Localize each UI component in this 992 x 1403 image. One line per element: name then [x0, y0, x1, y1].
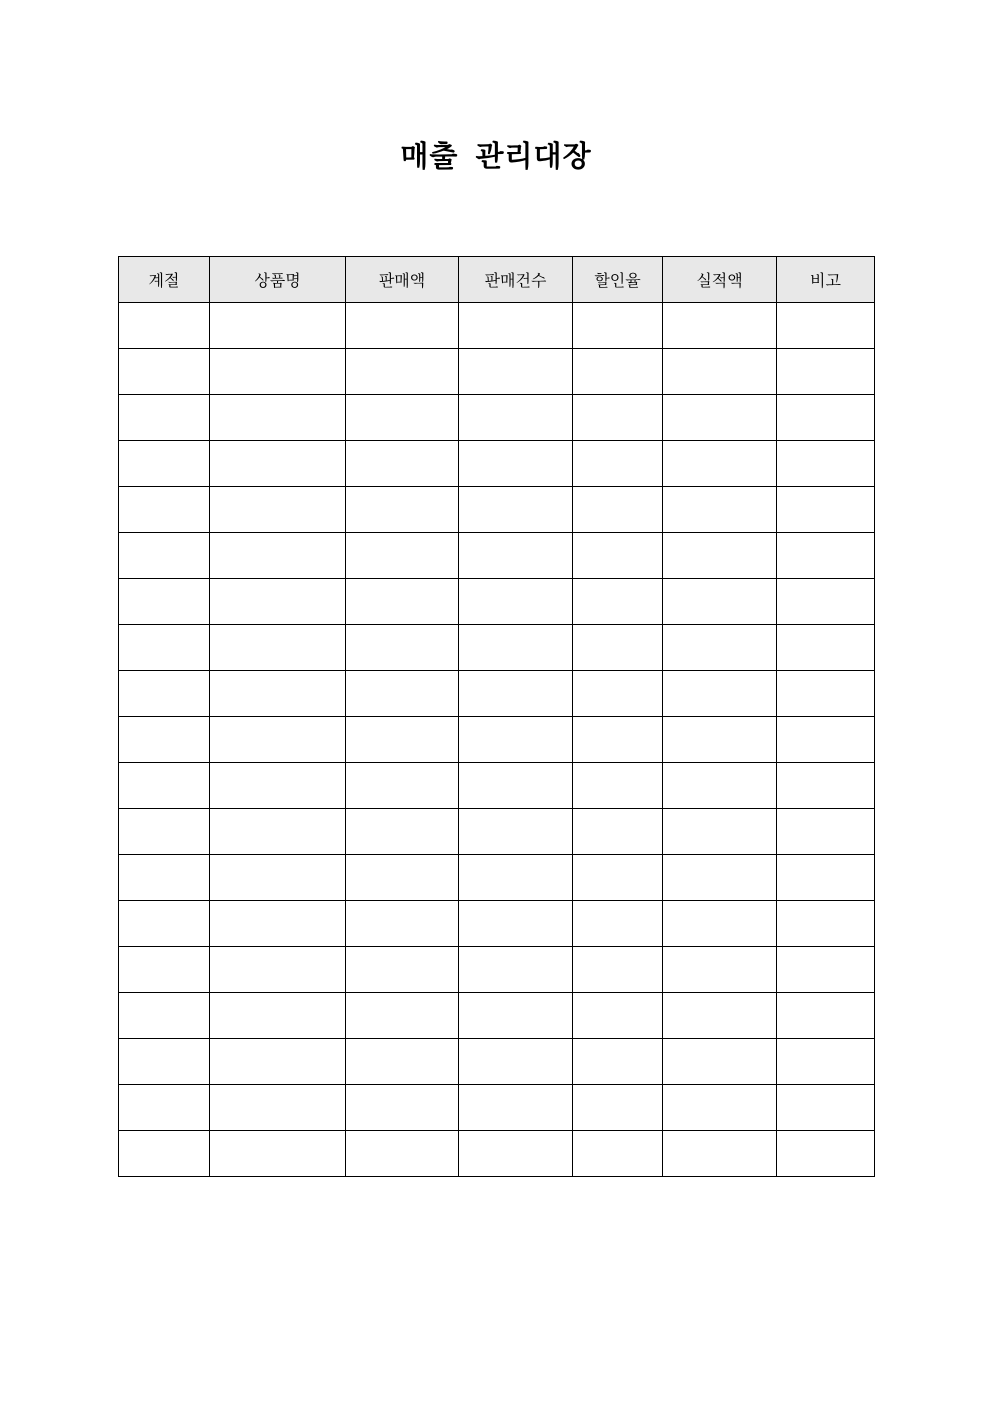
- table-cell[interactable]: [459, 441, 573, 487]
- table-cell[interactable]: [459, 349, 573, 395]
- table-cell[interactable]: [777, 1085, 875, 1131]
- table-cell[interactable]: [777, 809, 875, 855]
- table-cell[interactable]: [663, 717, 777, 763]
- table-cell[interactable]: [346, 855, 459, 901]
- table-cell[interactable]: [459, 487, 573, 533]
- table-cell[interactable]: [573, 763, 663, 809]
- table-cell[interactable]: [119, 809, 210, 855]
- table-row: [119, 625, 875, 671]
- table-cell[interactable]: [210, 533, 346, 579]
- table-row: [119, 349, 875, 395]
- table-cell[interactable]: [573, 395, 663, 441]
- table-cell[interactable]: [777, 349, 875, 395]
- table-header-row: [119, 257, 875, 303]
- table-cell[interactable]: [346, 1085, 459, 1131]
- table-cell[interactable]: [119, 533, 210, 579]
- table-cell[interactable]: [573, 717, 663, 763]
- table-cell[interactable]: [119, 993, 210, 1039]
- table-cell[interactable]: [777, 763, 875, 809]
- table-cell[interactable]: [119, 717, 210, 763]
- table-cell[interactable]: [119, 349, 210, 395]
- table-cell[interactable]: [210, 395, 346, 441]
- table-cell[interactable]: [459, 395, 573, 441]
- table-cell[interactable]: [459, 1039, 573, 1085]
- table-row: [119, 717, 875, 763]
- table-cell[interactable]: [573, 671, 663, 717]
- table-cell[interactable]: [663, 303, 777, 349]
- table-cell[interactable]: [210, 809, 346, 855]
- table-row: [119, 901, 875, 947]
- table-cell[interactable]: [663, 993, 777, 1039]
- table-cell[interactable]: [663, 625, 777, 671]
- page-title: 매출 관리대장: [400, 139, 592, 173]
- table-cell[interactable]: [119, 947, 210, 993]
- table-cell[interactable]: [119, 395, 210, 441]
- table-cell[interactable]: [119, 671, 210, 717]
- table-row: [119, 441, 875, 487]
- table-cell[interactable]: [210, 947, 346, 993]
- header-actual-amount: 실적액: [663, 257, 777, 303]
- table-cell[interactable]: [777, 303, 875, 349]
- table-cell[interactable]: [119, 579, 210, 625]
- table-cell[interactable]: [210, 1039, 346, 1085]
- header-discount-rate: 할인율: [573, 257, 663, 303]
- table-row: [119, 671, 875, 717]
- table-row: [119, 487, 875, 533]
- header-sales-count: 판매건수: [459, 257, 573, 303]
- table-cell[interactable]: [346, 901, 459, 947]
- table-cell[interactable]: [777, 533, 875, 579]
- table-cell[interactable]: [663, 579, 777, 625]
- table-cell[interactable]: [346, 717, 459, 763]
- table-cell[interactable]: [663, 855, 777, 901]
- table-cell[interactable]: [573, 487, 663, 533]
- table-cell[interactable]: [346, 947, 459, 993]
- table-cell[interactable]: [573, 1039, 663, 1085]
- table-cell[interactable]: [663, 763, 777, 809]
- table-cell[interactable]: [573, 625, 663, 671]
- table-row: [119, 1085, 875, 1131]
- table-cell[interactable]: [346, 579, 459, 625]
- table-row: [119, 855, 875, 901]
- table-cell[interactable]: [573, 855, 663, 901]
- table-cell[interactable]: [777, 947, 875, 993]
- table-cell[interactable]: [573, 947, 663, 993]
- table-cell[interactable]: [663, 1039, 777, 1085]
- table-cell[interactable]: [459, 855, 573, 901]
- table-cell[interactable]: [777, 901, 875, 947]
- table-cell[interactable]: [210, 349, 346, 395]
- table-row: [119, 533, 875, 579]
- table-row: [119, 993, 875, 1039]
- table-cell[interactable]: [119, 763, 210, 809]
- table-cell[interactable]: [210, 763, 346, 809]
- header-season: 계절: [119, 257, 210, 303]
- table-cell[interactable]: [459, 947, 573, 993]
- table-cell[interactable]: [119, 441, 210, 487]
- sales-ledger-table: [118, 256, 875, 1177]
- table-cell[interactable]: [459, 1131, 573, 1177]
- table-cell[interactable]: [663, 671, 777, 717]
- table-cell[interactable]: [663, 533, 777, 579]
- table-cell[interactable]: [346, 533, 459, 579]
- table-cell[interactable]: [210, 487, 346, 533]
- table-cell[interactable]: [663, 487, 777, 533]
- table-cell[interactable]: [210, 901, 346, 947]
- table-row: [119, 579, 875, 625]
- table-cell[interactable]: [777, 395, 875, 441]
- table-cell[interactable]: [459, 533, 573, 579]
- table-body: [119, 303, 875, 1177]
- table-cell[interactable]: [119, 1085, 210, 1131]
- table-cell[interactable]: [573, 993, 663, 1039]
- table-row: [119, 303, 875, 349]
- table-row: [119, 763, 875, 809]
- table-cell[interactable]: [346, 349, 459, 395]
- table-cell[interactable]: [573, 303, 663, 349]
- table-cell[interactable]: [663, 947, 777, 993]
- table-cell[interactable]: [663, 809, 777, 855]
- table-cell[interactable]: [346, 1039, 459, 1085]
- table-cell[interactable]: [573, 901, 663, 947]
- table-cell[interactable]: [119, 303, 210, 349]
- table-cell[interactable]: [573, 1085, 663, 1131]
- table-cell[interactable]: [459, 993, 573, 1039]
- table-cell[interactable]: [119, 1039, 210, 1085]
- table-cell[interactable]: [663, 1085, 777, 1131]
- table-cell[interactable]: [459, 671, 573, 717]
- table-cell[interactable]: [346, 625, 459, 671]
- table-cell[interactable]: [119, 625, 210, 671]
- table-cell[interactable]: [119, 1131, 210, 1177]
- table-cell[interactable]: [777, 717, 875, 763]
- table-cell[interactable]: [210, 579, 346, 625]
- table-row: [119, 1131, 875, 1177]
- table-cell[interactable]: [210, 1131, 346, 1177]
- table-cell[interactable]: [346, 809, 459, 855]
- table-cell[interactable]: [210, 855, 346, 901]
- table-cell[interactable]: [777, 993, 875, 1039]
- table-cell[interactable]: [777, 1131, 875, 1177]
- table-cell[interactable]: [777, 441, 875, 487]
- table-cell[interactable]: [346, 487, 459, 533]
- table-row: [119, 947, 875, 993]
- table-cell[interactable]: [663, 441, 777, 487]
- table-cell[interactable]: [459, 579, 573, 625]
- table-cell[interactable]: [777, 625, 875, 671]
- table-cell[interactable]: [210, 671, 346, 717]
- table-cell[interactable]: [573, 349, 663, 395]
- table-cell[interactable]: [210, 993, 346, 1039]
- table-cell[interactable]: [573, 441, 663, 487]
- table-cell[interactable]: [663, 395, 777, 441]
- table-cell[interactable]: [777, 579, 875, 625]
- table-cell[interactable]: [459, 763, 573, 809]
- table-cell[interactable]: [346, 671, 459, 717]
- table-cell[interactable]: [573, 809, 663, 855]
- table-cell[interactable]: [210, 625, 346, 671]
- table-cell[interactable]: [459, 625, 573, 671]
- table-cell[interactable]: [663, 1131, 777, 1177]
- header-sales-amount: 판매액: [346, 257, 459, 303]
- table-cell[interactable]: [210, 303, 346, 349]
- table-cell[interactable]: [459, 717, 573, 763]
- table-cell[interactable]: [459, 303, 573, 349]
- table-cell[interactable]: [777, 671, 875, 717]
- table-cell[interactable]: [573, 579, 663, 625]
- table-cell[interactable]: [459, 901, 573, 947]
- table-cell[interactable]: [119, 855, 210, 901]
- table-cell[interactable]: [210, 441, 346, 487]
- table-cell[interactable]: [777, 855, 875, 901]
- table-cell[interactable]: [346, 993, 459, 1039]
- table-cell[interactable]: [346, 441, 459, 487]
- table-cell[interactable]: [663, 349, 777, 395]
- table-cell[interactable]: [663, 901, 777, 947]
- table-cell[interactable]: [459, 1085, 573, 1131]
- table-cell[interactable]: [210, 1085, 346, 1131]
- table-cell[interactable]: [573, 533, 663, 579]
- table-cell[interactable]: [119, 487, 210, 533]
- table-cell[interactable]: [777, 1039, 875, 1085]
- table-cell[interactable]: [346, 303, 459, 349]
- table-row: [119, 1039, 875, 1085]
- table-cell[interactable]: [210, 717, 346, 763]
- table-cell[interactable]: [346, 1131, 459, 1177]
- table-cell[interactable]: [346, 763, 459, 809]
- table-cell[interactable]: [459, 809, 573, 855]
- table-cell[interactable]: [119, 901, 210, 947]
- table-cell[interactable]: [573, 1131, 663, 1177]
- table-row: [119, 809, 875, 855]
- table-row: [119, 395, 875, 441]
- header-remarks: 비고: [777, 257, 875, 303]
- table-cell[interactable]: [346, 395, 459, 441]
- table-cell[interactable]: [777, 487, 875, 533]
- header-product-name: 상품명: [210, 257, 346, 303]
